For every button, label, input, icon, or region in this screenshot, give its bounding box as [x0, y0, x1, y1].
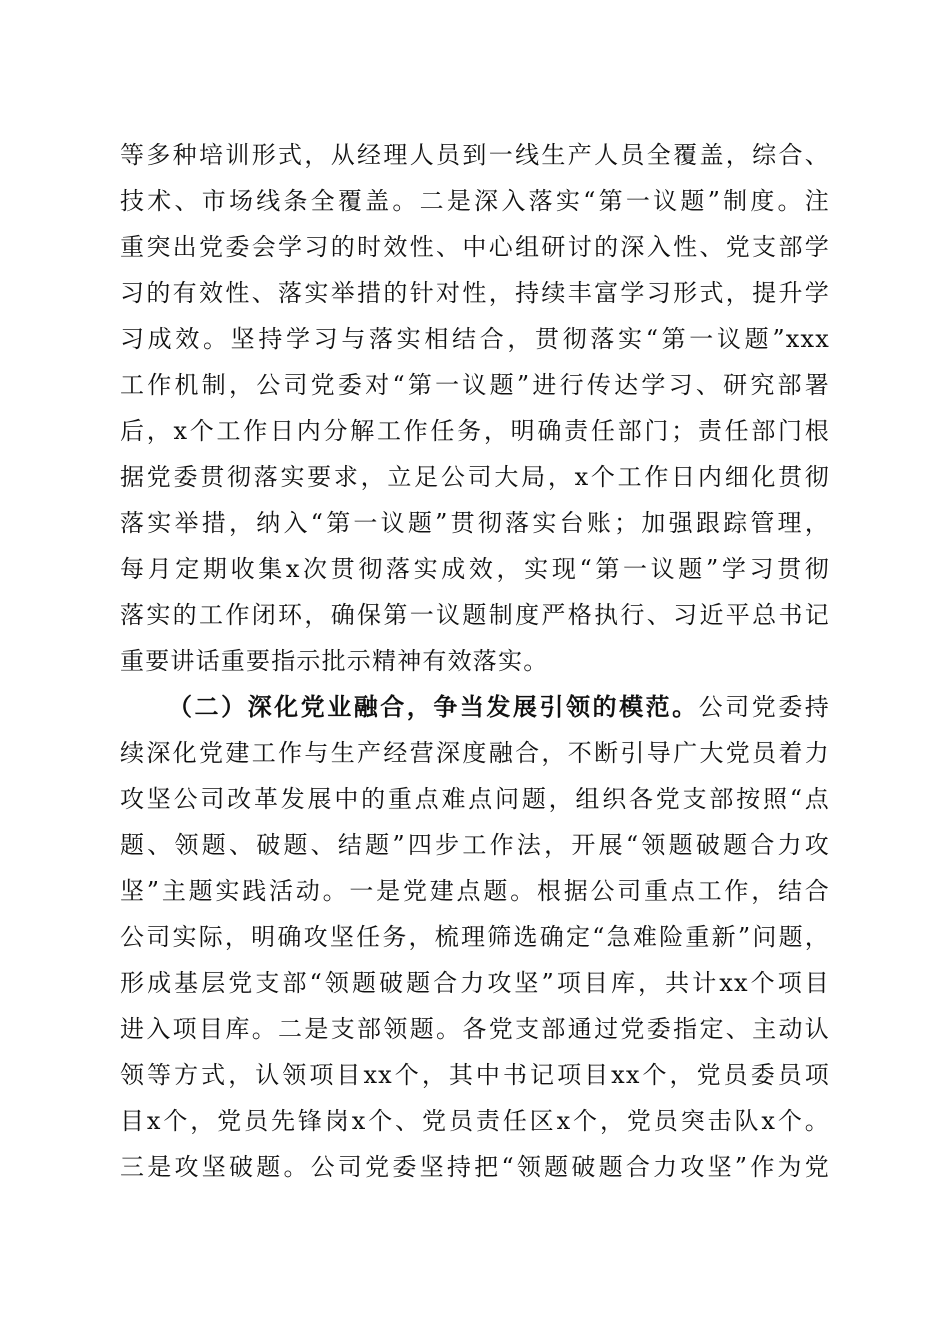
section-heading-line: [168, 684, 830, 730]
text-line: 题、领题、破题、结题”四步工作法，开展“领题破题合力攻: [120, 831, 830, 859]
text-line: 攻坚公司改革发展中的重点难点问题，组织各党支部按照“点: [120, 785, 830, 813]
paragraph-2-opening: 公司党委持: [698, 693, 831, 721]
text-line: 三是攻坚破题。公司党委坚持把“领题破题合力攻坚”作为党: [120, 1153, 830, 1181]
text-line: 续深化党建工作与生产经营深度融合，不断引导广大党员着力: [120, 739, 830, 767]
text-line: 习成效。坚持学习与落实相结合，贯彻落实“第一议题”xxx: [120, 325, 830, 353]
text-line: 重要讲话重要指示批示精神有效落实。: [120, 647, 549, 675]
text-line: 坚”主题实践活动。一是党建点题。根据公司重点工作，结合: [120, 877, 830, 905]
text-line: 公司实际，明确攻坚任务，梳理筛选确定“急难险重新”问题，: [120, 923, 830, 951]
text-line: 技术、市场线条全覆盖。二是深入落实“第一议题”制度。注: [120, 187, 830, 215]
section-heading: （二）深化党业融合，争当发展引领的模范。: [168, 692, 699, 721]
text-line: 后，x个工作日内分解工作任务，明确责任部门；责任部门根: [120, 417, 830, 445]
text-line: 落实的工作闭环，确保第一议题制度严格执行、习近平总书记: [120, 601, 830, 629]
text-line: 落实举措，纳入“第一议题”贯彻落实台账；加强跟踪管理，: [120, 509, 830, 537]
text-line: 进入项目库。二是支部领题。各党支部通过党委指定、主动认: [120, 1015, 830, 1043]
text-line: 等多种培训形式，从经理人员到一线生产人员全覆盖，综合、: [120, 141, 830, 169]
text-line: 目x个，党员先锋岗x个、党员责任区x个，党员突击队x个。: [120, 1107, 830, 1135]
text-line: 领等方式，认领项目xx个，其中书记项目xx个，党员委员项: [120, 1061, 830, 1089]
text-line: 据党委贯彻落实要求，立足公司大局，x个工作日内细化贯彻: [120, 463, 830, 491]
text-line: 每月定期收集x次贯彻落实成效，实现“第一议题”学习贯彻: [120, 555, 830, 583]
text-line: 工作机制，公司党委对“第一议题”进行传达学习、研究部署: [120, 371, 830, 399]
text-line: 重突出党委会学习的时效性、中心组研讨的深入性、党支部学: [120, 233, 830, 261]
text-line: 形成基层党支部“领题破题合力攻坚”项目库，共计xx个项目: [120, 969, 830, 997]
text-line: 习的有效性、落实举措的针对性，持续丰富学习形式，提升学: [120, 279, 830, 307]
